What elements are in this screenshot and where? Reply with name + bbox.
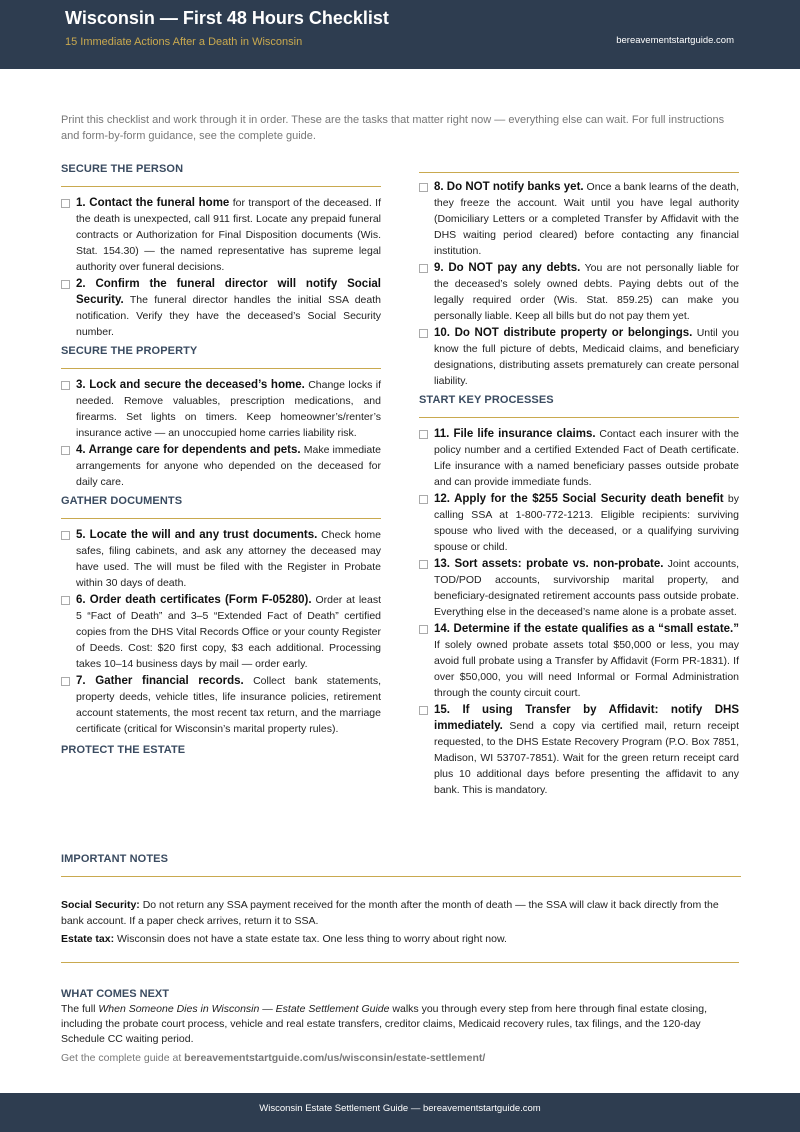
section-heading: WHAT COMES NEXT — [61, 988, 169, 1000]
section-heading: GATHER DOCUMENTS — [61, 495, 183, 507]
note-social-security — [61, 897, 741, 929]
next-body — [61, 1002, 741, 1047]
item-lead: 10. Do NOT distribute property or belongings. — [434, 327, 693, 339]
checklist-item — [61, 276, 381, 340]
item-lead: 8. Do NOT notify banks yet. — [434, 181, 584, 193]
checklist-item — [61, 527, 381, 591]
checkbox[interactable] — [61, 381, 70, 390]
item-lead: 1. Contact the funeral home — [76, 197, 230, 209]
section-heading: SECURE THE PROPERTY — [61, 345, 198, 357]
header-banner — [0, 0, 800, 69]
note-label: Estate tax: — [61, 933, 115, 945]
section-divider — [61, 962, 739, 963]
checklist-item — [419, 556, 739, 620]
section-divider — [61, 368, 381, 369]
item-text: You are not personally liable for the deceased’s solely owned debts. Paying debts out of the legally required order (Wis. Stat. 859.25) can make you personally liable. Keep all bills but do not pay them yet. — [434, 262, 740, 322]
section-divider — [61, 876, 741, 877]
item-text: Until you know the full picture of debts, Medicaid claims, and beneficiary designations, distributing assets prematurely can create personal liability. — [434, 327, 739, 387]
checklist-item — [419, 179, 739, 259]
item-text: for transport of the deceased. If the death is unexpected, call 911 first. Locate any prepaid funeral contracts or Authorization for Final Disposition documents (Wis. Stat. 154.30) — the named representative has supreme legal authority over funeral decisions. — [76, 197, 381, 273]
item-lead: 11. File life insurance claims. — [434, 428, 596, 440]
item-text: Contact each insurer with the policy number and a certified Extended Fact of Death certificate. Life insurance with a named beneficiary passes outside probate and can provide immediate funds. — [434, 428, 739, 488]
checkbox[interactable] — [419, 706, 428, 715]
section-divider — [61, 518, 381, 519]
section-divider — [61, 186, 381, 187]
item-text: Collect bank statements, property deeds, vehicle titles, life insurance policies, retirement account statements, the most recent tax return, and the marriage certificate (critical for Wisconsin’s marital property rules). — [76, 675, 382, 735]
item-lead: 9. Do NOT pay any debts. — [434, 262, 581, 274]
checkbox[interactable] — [61, 596, 70, 605]
note-label: Social Security: — [61, 899, 140, 911]
intro-text: Print this checklist and work through it in order. These are the tasks that matter right now — everything else can wait. For full instructions and form-by-form guidance, see the complete guide. — [61, 114, 725, 142]
what-comes-next — [61, 986, 741, 1066]
checkbox[interactable] — [61, 199, 70, 208]
item-text: Order at least 5 “Fact of Death” and 3–5 “Extended Fact of Death” certified copies from the DHS Vital Records Office or your county Register of Deeds. Cost: $20 first copy, $3 each additional. Processing takes 10–14 business days by mail — order early. — [76, 594, 381, 670]
section-divider — [419, 172, 739, 173]
item-text: Change locks if needed. Remove valuables, prescription medications, and firearms. Set lights on timers. Keep homeowner’s/renter’s insurance active — an unoccupied home carries liability risk. — [76, 379, 381, 439]
site-url: bereavementstartguide.com — [616, 35, 734, 46]
next-body-post: walks you through every step from here through final estate closing, including the probate court process, vehicle and real estate transfers, creditor claims, Medicaid recovery rules, tax filings, and the 120-day Schedule CC waiting period. — [61, 1003, 707, 1045]
guide-title: When Someone Dies in Wisconsin — Estate Settlement Guide — [98, 1003, 390, 1015]
link-prefix: Get the complete guide at — [61, 1052, 185, 1064]
guide-link[interactable]: bereavementstartguide.com/us/wisconsin/estate-settlement/ — [184, 1052, 486, 1064]
checkbox[interactable] — [419, 625, 428, 634]
important-notes — [61, 850, 741, 949]
checklist-item — [419, 426, 739, 490]
item-text: If solely owned probate assets total $50,000 or less, you may avoid full probate using a Transfer by Affidavit (Form PR-1831). If over $50,000, you will need Informal or Formal Administration through the county circuit court. — [434, 639, 739, 699]
item-lead: 7. Gather financial records. — [76, 675, 244, 687]
checkbox[interactable] — [419, 264, 428, 273]
item-lead: 4. Arrange care for dependents and pets. — [76, 444, 301, 456]
checkbox[interactable] — [61, 677, 70, 686]
footer-banner: Wisconsin Estate Settlement Guide — bereavementstartguide.com — [0, 1093, 800, 1132]
section-heading: START KEY PROCESSES — [419, 394, 554, 406]
checkbox[interactable] — [419, 430, 428, 439]
item-lead: 15. If using Transfer by Affidavit: notify DHS immediately. — [434, 704, 739, 732]
item-text: Check home safes, filing cabinets, and ask any attorney the deceased may have used. The will must be filed with the Register in Probate within 30 days of death. — [76, 529, 381, 589]
next-body-pre: The full — [61, 1003, 99, 1015]
item-lead: 3. Lock and secure the deceased’s home. — [76, 379, 305, 391]
section-heading: PROTECT THE ESTATE — [61, 744, 186, 756]
page-subtitle: 15 Immediate Actions After a Death in Wisconsin — [65, 36, 303, 48]
checklist-item — [61, 592, 381, 672]
item-lead: 6. Order death certificates (Form F-05280). — [76, 594, 312, 606]
item-text: Make immediate arrangements for anyone who depended on the deceased for daily care. — [76, 444, 381, 488]
note-text: Wisconsin does not have a state estate tax. One less thing to worry about right now. — [114, 933, 507, 945]
note-estate-tax — [61, 931, 741, 947]
item-lead: 14. Determine if the estate qualifies as a “small estate.” — [434, 623, 739, 635]
section-divider — [419, 417, 739, 418]
item-text: The funeral director handles the initial SSA death notification. Verify they have the deceased’s Social Security number. — [76, 294, 381, 338]
checkbox[interactable] — [61, 531, 70, 540]
checklist-item — [61, 377, 381, 441]
left-column — [61, 160, 381, 759]
section-heading: IMPORTANT NOTES — [61, 853, 169, 865]
item-lead: 13. Sort assets: probate vs. non-probate. — [434, 558, 664, 570]
checklist-item — [61, 673, 381, 737]
item-text: Joint accounts, TOD/POD accounts, survivorship marital property, and beneficiary-designated retirement accounts pass outside probate. Everything else in the deceased’s name alone is a probate asset. — [434, 558, 739, 618]
item-text: Send a copy via certified mail, return receipt requested, to the DHS Estate Recovery Program (P.O. Box 7851, Madison, WI 53707-7851). Wait for the green return receipt card plus 10 additional days before presenting the affidavit to any bank. This is mandatory. — [434, 720, 739, 796]
item-lead: 12. Apply for the $255 Social Security death benefit — [434, 493, 724, 505]
checkbox[interactable] — [419, 495, 428, 504]
checklist-item — [419, 325, 739, 389]
page-title: Wisconsin — First 48 Hours Checklist — [65, 8, 389, 28]
guide-link-line — [61, 1050, 741, 1066]
checklist-item — [419, 702, 739, 798]
checkbox[interactable] — [419, 183, 428, 192]
note-text: Do not return any SSA payment received for the month after the month of death — the SSA will claw it back directly from the bank account. If a paper check arrives, return it to SSA. — [61, 899, 719, 927]
checkbox[interactable] — [419, 560, 428, 569]
checkbox[interactable] — [61, 280, 70, 289]
checklist-item — [419, 260, 739, 324]
item-text: by calling SSA at 1-800-772-1213. Eligible recipients: surviving spouse who lived with the deceased, or a qualifying surviving spouse or child. — [434, 493, 739, 553]
item-lead: 2. Confirm the funeral director will notify Social Security. — [76, 278, 381, 306]
checklist-item — [61, 442, 381, 490]
checklist-item — [419, 491, 739, 555]
checklist-item — [61, 195, 381, 275]
checklist-item — [419, 621, 739, 701]
checkbox[interactable] — [419, 329, 428, 338]
section-heading: SECURE THE PERSON — [61, 163, 184, 175]
item-lead: 5. Locate the will and any trust documents. — [76, 529, 318, 541]
item-text: Once a bank learns of the death, they freeze the account. Wait until you have legal authority (Domiciliary Letters or a completed Transfer by Affidavit with the DHS waiting period cleared) before contacting any financial institution. — [434, 181, 739, 257]
checkbox[interactable] — [61, 446, 70, 455]
right-column — [419, 172, 739, 799]
